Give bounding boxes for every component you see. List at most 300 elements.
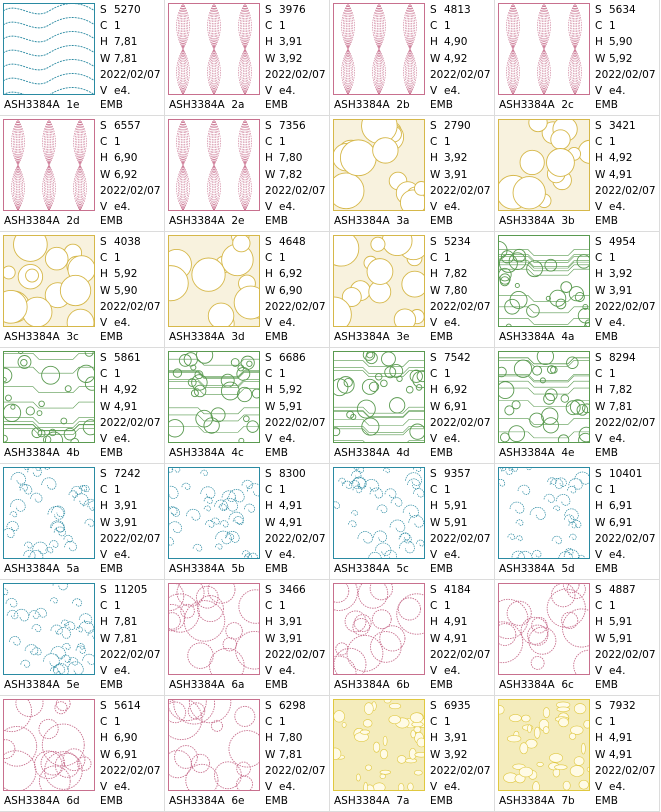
pebbles-pattern-preview	[333, 351, 425, 443]
design-thumbnail[interactable]	[168, 119, 260, 211]
design-width	[100, 515, 163, 531]
design-date-value: 2022/02/07	[265, 416, 326, 429]
stitch-count-value: 4813	[444, 4, 471, 16]
design-height-value: 5,92	[114, 268, 138, 281]
file-format: EMB	[430, 331, 453, 343]
design-date	[265, 647, 328, 663]
design-width	[100, 51, 163, 67]
design-width	[430, 631, 493, 647]
stitch-count-label: S	[430, 352, 437, 364]
design-filename[interactable]: ASH3384A 7a	[334, 795, 410, 807]
design-width-label: W	[265, 516, 276, 529]
stitch-count	[265, 582, 328, 598]
color-count-value: 1	[609, 252, 616, 265]
design-height	[100, 266, 163, 282]
design-height-label: H	[595, 616, 603, 629]
design-date	[595, 531, 658, 547]
color-count-label: C	[100, 136, 108, 149]
design-height-value: 7,81	[114, 616, 138, 629]
design-item[interactable]	[0, 0, 165, 116]
design-filename[interactable]: ASH3384A 5d	[499, 563, 575, 575]
color-count	[100, 250, 163, 266]
color-count	[265, 598, 328, 614]
stitch-count-label: S	[265, 700, 272, 712]
design-height	[595, 150, 658, 166]
color-count	[265, 482, 328, 498]
design-thumbnail[interactable]	[3, 351, 95, 443]
design-width-label: W	[595, 748, 606, 761]
design-item[interactable]	[330, 348, 495, 464]
design-height-label: H	[100, 36, 108, 49]
design-filename[interactable]: ASH3384A 6a	[169, 679, 245, 691]
design-date-value: 2022/02/07	[430, 764, 491, 777]
design-filename[interactable]: ASH3384A 2e	[169, 215, 245, 227]
design-thumbnail[interactable]	[3, 119, 95, 211]
color-count-value: 1	[114, 136, 121, 149]
file-format: EMB	[100, 99, 123, 111]
stitch-count-value: 5234	[444, 236, 471, 248]
color-count-label: C	[100, 252, 108, 265]
design-version-value: e4.	[609, 200, 626, 213]
design-filename[interactable]: ASH3384A 4a	[499, 331, 575, 343]
stitch-count-label: S	[265, 352, 272, 364]
design-version-label: V	[100, 432, 108, 445]
design-metadata	[430, 350, 493, 447]
color-count-label: C	[595, 136, 603, 149]
design-date	[265, 299, 328, 315]
color-count-value: 1	[114, 600, 121, 613]
color-count	[430, 714, 493, 730]
lantern-pattern-preview	[333, 3, 425, 95]
design-height-label: H	[430, 36, 438, 49]
design-filename[interactable]: ASH3384A 3a	[334, 215, 410, 227]
design-version-value: e4.	[279, 548, 296, 561]
design-date	[265, 531, 328, 547]
design-item[interactable]	[165, 0, 330, 116]
design-width-label: W	[595, 284, 606, 297]
rings-pattern-preview	[3, 699, 95, 791]
design-thumbnail[interactable]	[168, 235, 260, 327]
design-filename[interactable]: ASH3384A 5a	[4, 563, 80, 575]
design-thumbnail[interactable]	[3, 3, 95, 95]
stitch-count	[100, 350, 163, 366]
design-metadata	[430, 2, 493, 99]
design-date	[265, 183, 328, 199]
stitch-count	[265, 350, 328, 366]
design-date-value: 2022/02/07	[430, 68, 491, 81]
color-count-label: C	[595, 20, 603, 33]
lantern-pattern-preview	[168, 3, 260, 95]
color-count-value: 1	[114, 252, 121, 265]
design-height-value: 4,90	[444, 36, 468, 49]
file-format: EMB	[430, 679, 453, 691]
design-version-label: V	[265, 84, 273, 97]
design-thumbnail[interactable]	[498, 3, 590, 95]
design-height-value: 7,80	[279, 152, 303, 165]
design-version-label: V	[430, 200, 438, 213]
design-width-label: W	[265, 284, 276, 297]
design-metadata	[100, 698, 163, 795]
stitch-count	[265, 2, 328, 18]
design-width-label: W	[265, 52, 276, 65]
design-filename[interactable]: ASH3384A 4d	[334, 447, 410, 459]
design-width-value: 5,91	[444, 516, 468, 529]
design-metadata	[595, 466, 658, 563]
design-width-value: 3,91	[609, 284, 633, 297]
stitch-count-value: 3466	[279, 584, 306, 596]
design-version-value: e4.	[114, 432, 131, 445]
stitch-count-label: S	[100, 4, 107, 16]
design-height	[430, 614, 493, 630]
design-thumbnail[interactable]	[3, 699, 95, 791]
stitch-count	[430, 350, 493, 366]
color-count	[100, 366, 163, 382]
design-item[interactable]	[495, 696, 660, 812]
design-thumbnail[interactable]	[3, 235, 95, 327]
design-thumbnail[interactable]	[3, 583, 95, 675]
design-date-value: 2022/02/07	[100, 648, 161, 661]
color-count	[265, 366, 328, 382]
stitch-count-label: S	[430, 4, 437, 16]
stitch-count	[595, 2, 658, 18]
design-item[interactable]	[495, 580, 660, 696]
design-filename[interactable]: ASH3384A 2c	[499, 99, 574, 111]
design-width	[100, 283, 163, 299]
design-height	[430, 266, 493, 282]
design-version-value: e4.	[279, 316, 296, 329]
design-thumbnail[interactable]	[168, 351, 260, 443]
design-item[interactable]	[0, 696, 165, 812]
design-date	[430, 67, 493, 83]
design-version-label: V	[595, 780, 603, 793]
design-width-value: 7,81	[279, 748, 303, 761]
color-count-value: 1	[279, 716, 286, 729]
design-height	[100, 34, 163, 50]
design-item[interactable]	[165, 348, 330, 464]
file-format: EMB	[430, 447, 453, 459]
design-thumbnail[interactable]	[498, 235, 590, 327]
design-version-value: e4.	[444, 84, 461, 97]
design-height-value: 5,91	[444, 500, 468, 513]
design-version-value: e4.	[279, 780, 296, 793]
design-thumbnail[interactable]	[498, 467, 590, 559]
design-version-value: e4.	[444, 548, 461, 561]
design-item[interactable]	[330, 116, 495, 232]
color-count-label: C	[595, 600, 603, 613]
design-width-label: W	[265, 748, 276, 761]
design-height-value: 7,82	[444, 268, 468, 281]
stones-pattern-preview	[498, 699, 590, 791]
design-height	[100, 382, 163, 398]
stitch-count-label: S	[430, 468, 437, 480]
design-filename[interactable]: ASH3384A 6e	[169, 795, 245, 807]
stitch-count-value: 9357	[444, 468, 471, 480]
design-thumbnail[interactable]	[498, 583, 590, 675]
design-height-value: 7,81	[114, 36, 138, 49]
design-thumbnail[interactable]	[168, 3, 260, 95]
design-thumbnail[interactable]	[168, 467, 260, 559]
design-filename[interactable]: ASH3384A 6d	[4, 795, 80, 807]
design-filename[interactable]: ASH3384A 2b	[334, 99, 410, 111]
design-date	[595, 183, 658, 199]
color-count-label: C	[430, 716, 438, 729]
design-thumbnail[interactable]	[3, 467, 95, 559]
color-count-value: 1	[609, 716, 616, 729]
pebbles-pattern-preview	[498, 351, 590, 443]
design-height-value: 3,91	[279, 616, 303, 629]
design-width-value: 6,91	[609, 516, 633, 529]
stitch-count	[430, 2, 493, 18]
design-filename[interactable]: ASH3384A 4c	[169, 447, 244, 459]
design-item[interactable]	[0, 116, 165, 232]
design-height	[595, 498, 658, 514]
design-item[interactable]	[495, 232, 660, 348]
design-thumbnail[interactable]	[168, 699, 260, 791]
design-width	[595, 167, 658, 183]
design-filename[interactable]: ASH3384A 5c	[334, 563, 409, 575]
color-count-value: 1	[279, 484, 286, 497]
design-width-label: W	[595, 52, 606, 65]
design-version-value: e4.	[114, 84, 131, 97]
stitch-count-label: S	[265, 120, 272, 132]
design-height	[265, 498, 328, 514]
color-count-label: C	[430, 484, 438, 497]
design-date-value: 2022/02/07	[100, 416, 161, 429]
design-thumbnail[interactable]	[333, 583, 425, 675]
design-date	[430, 299, 493, 315]
design-metadata	[265, 2, 328, 99]
design-filename[interactable]: ASH3384A 4e	[499, 447, 575, 459]
design-height	[100, 150, 163, 166]
design-date	[595, 67, 658, 83]
design-date	[100, 67, 163, 83]
stitch-count-value: 6686	[279, 352, 306, 364]
rings-pattern-preview	[168, 583, 260, 675]
stitch-count-value: 5634	[609, 4, 636, 16]
design-height	[595, 34, 658, 50]
design-height-label: H	[430, 500, 438, 513]
design-height	[430, 150, 493, 166]
color-count	[430, 250, 493, 266]
design-item[interactable]	[165, 464, 330, 580]
color-count-label: C	[265, 716, 273, 729]
design-filename[interactable]: ASH3384A 3e	[334, 331, 410, 343]
design-item[interactable]	[165, 232, 330, 348]
design-item[interactable]	[495, 116, 660, 232]
file-format: EMB	[265, 99, 288, 111]
design-item[interactable]	[330, 232, 495, 348]
stitch-count-value: 10401	[609, 468, 643, 480]
design-date-value: 2022/02/07	[595, 68, 656, 81]
design-version-value: e4.	[444, 432, 461, 445]
design-width-value: 4,91	[609, 748, 633, 761]
design-width	[100, 631, 163, 647]
design-filename[interactable]: ASH3384A 1e	[4, 99, 80, 111]
color-count	[430, 134, 493, 150]
stitch-count-label: S	[430, 584, 437, 596]
design-height	[595, 266, 658, 282]
design-thumbnail[interactable]	[333, 699, 425, 791]
design-thumbnail[interactable]	[333, 351, 425, 443]
file-format: EMB	[595, 99, 618, 111]
design-filename[interactable]: ASH3384A 2d	[4, 215, 80, 227]
color-count-value: 1	[444, 368, 451, 381]
design-date	[100, 763, 163, 779]
design-width	[265, 631, 328, 647]
design-height-value: 3,92	[609, 268, 633, 281]
stitch-count-value: 2790	[444, 120, 471, 132]
lantern-pattern-preview	[3, 119, 95, 211]
design-width-label: W	[100, 516, 111, 529]
design-thumbnail[interactable]	[333, 235, 425, 327]
design-item[interactable]	[495, 0, 660, 116]
design-width-label: W	[100, 52, 111, 65]
file-format: EMB	[265, 331, 288, 343]
design-height	[430, 382, 493, 398]
color-count-value: 1	[279, 136, 286, 149]
file-format: EMB	[430, 563, 453, 575]
stitch-count-label: S	[595, 584, 602, 596]
design-item[interactable]	[330, 0, 495, 116]
design-filename[interactable]: ASH3384A 4b	[4, 447, 80, 459]
design-thumbnail[interactable]	[498, 699, 590, 791]
design-thumbnail[interactable]	[333, 119, 425, 211]
color-count-label: C	[265, 600, 273, 613]
file-format: EMB	[265, 447, 288, 459]
stitch-count	[100, 118, 163, 134]
design-item[interactable]	[0, 580, 165, 696]
design-width-value: 6,91	[114, 748, 138, 761]
design-version-label: V	[595, 664, 603, 677]
design-date	[595, 647, 658, 663]
design-filename[interactable]: ASH3384A 5b	[169, 563, 245, 575]
design-date-value: 2022/02/07	[265, 300, 326, 313]
stitch-count	[595, 466, 658, 482]
design-filename[interactable]: ASH3384A 3d	[169, 331, 245, 343]
design-width-value: 4,91	[114, 400, 138, 413]
design-date	[430, 183, 493, 199]
file-format: EMB	[595, 447, 618, 459]
design-width	[430, 515, 493, 531]
stitch-count	[265, 234, 328, 250]
design-width-value: 5,91	[279, 400, 303, 413]
design-height-value: 6,90	[114, 732, 138, 745]
design-version-value: e4.	[609, 780, 626, 793]
design-filename[interactable]: ASH3384A 6c	[499, 679, 574, 691]
design-version-value: e4.	[609, 316, 626, 329]
design-item[interactable]	[0, 348, 165, 464]
design-thumbnail[interactable]	[498, 119, 590, 211]
design-filename[interactable]: ASH3384A 3b	[499, 215, 575, 227]
design-item[interactable]	[330, 464, 495, 580]
design-item[interactable]	[495, 348, 660, 464]
design-width-value: 5,91	[609, 632, 633, 645]
design-width-label: W	[430, 748, 441, 761]
design-filename[interactable]: ASH3384A 7b	[499, 795, 575, 807]
design-width-value: 7,81	[114, 632, 138, 645]
design-height-value: 4,92	[114, 384, 138, 397]
file-format: EMB	[430, 795, 453, 807]
design-width	[265, 399, 328, 415]
color-count-value: 1	[114, 368, 121, 381]
design-thumbnail[interactable]	[333, 467, 425, 559]
design-item[interactable]	[165, 580, 330, 696]
color-count	[265, 250, 328, 266]
design-item[interactable]	[495, 464, 660, 580]
design-width-label: W	[430, 168, 441, 181]
design-height-value: 3,92	[444, 152, 468, 165]
design-date	[595, 299, 658, 315]
design-thumbnail[interactable]	[168, 583, 260, 675]
color-count-value: 1	[279, 600, 286, 613]
design-thumbnail[interactable]	[498, 351, 590, 443]
design-metadata	[595, 350, 658, 447]
color-count-label: C	[100, 716, 108, 729]
design-height-label: H	[100, 732, 108, 745]
design-date	[100, 647, 163, 663]
design-metadata	[430, 582, 493, 679]
design-width-label: W	[265, 168, 276, 181]
design-item[interactable]	[330, 580, 495, 696]
design-height-label: H	[265, 36, 273, 49]
design-date	[100, 299, 163, 315]
color-count-value: 1	[114, 484, 121, 497]
design-version-value: e4.	[444, 316, 461, 329]
design-height-label: H	[595, 500, 603, 513]
pebbles-pattern-preview	[498, 235, 590, 327]
stitch-count-value: 3976	[279, 4, 306, 16]
design-height-value: 5,91	[609, 616, 633, 629]
color-count-value: 1	[114, 716, 121, 729]
design-item[interactable]	[165, 696, 330, 812]
design-date	[430, 531, 493, 547]
design-date-value: 2022/02/07	[595, 300, 656, 313]
bubbles-pattern-preview	[3, 235, 95, 327]
design-version-label: V	[100, 200, 108, 213]
design-item[interactable]	[330, 696, 495, 812]
design-width-value: 5,90	[114, 284, 138, 297]
stitch-count	[430, 234, 493, 250]
design-date	[100, 183, 163, 199]
stitch-count	[430, 466, 493, 482]
design-thumbnail[interactable]	[333, 3, 425, 95]
design-filename[interactable]: ASH3384A 3c	[4, 331, 79, 343]
design-date-value: 2022/02/07	[430, 648, 491, 661]
design-date-value: 2022/02/07	[100, 68, 161, 81]
design-item[interactable]	[0, 232, 165, 348]
design-height	[265, 730, 328, 746]
swirls-pattern-preview	[333, 467, 425, 559]
color-count	[430, 18, 493, 34]
design-filename[interactable]: ASH3384A 2a	[169, 99, 245, 111]
design-item[interactable]	[165, 116, 330, 232]
design-metadata	[595, 234, 658, 331]
stitch-count-value: 4648	[279, 236, 306, 248]
color-count	[100, 598, 163, 614]
design-width	[430, 399, 493, 415]
color-count-value: 1	[609, 484, 616, 497]
stitch-count-label: S	[265, 236, 272, 248]
design-width	[265, 167, 328, 183]
file-format: EMB	[100, 331, 123, 343]
design-height-value: 6,91	[609, 500, 633, 513]
design-version-value: e4.	[609, 84, 626, 97]
design-item[interactable]	[0, 464, 165, 580]
design-filename[interactable]: ASH3384A 5e	[4, 679, 80, 691]
stones-pattern-preview	[333, 699, 425, 791]
design-filename[interactable]: ASH3384A 6b	[334, 679, 410, 691]
design-width-label: W	[100, 284, 111, 297]
